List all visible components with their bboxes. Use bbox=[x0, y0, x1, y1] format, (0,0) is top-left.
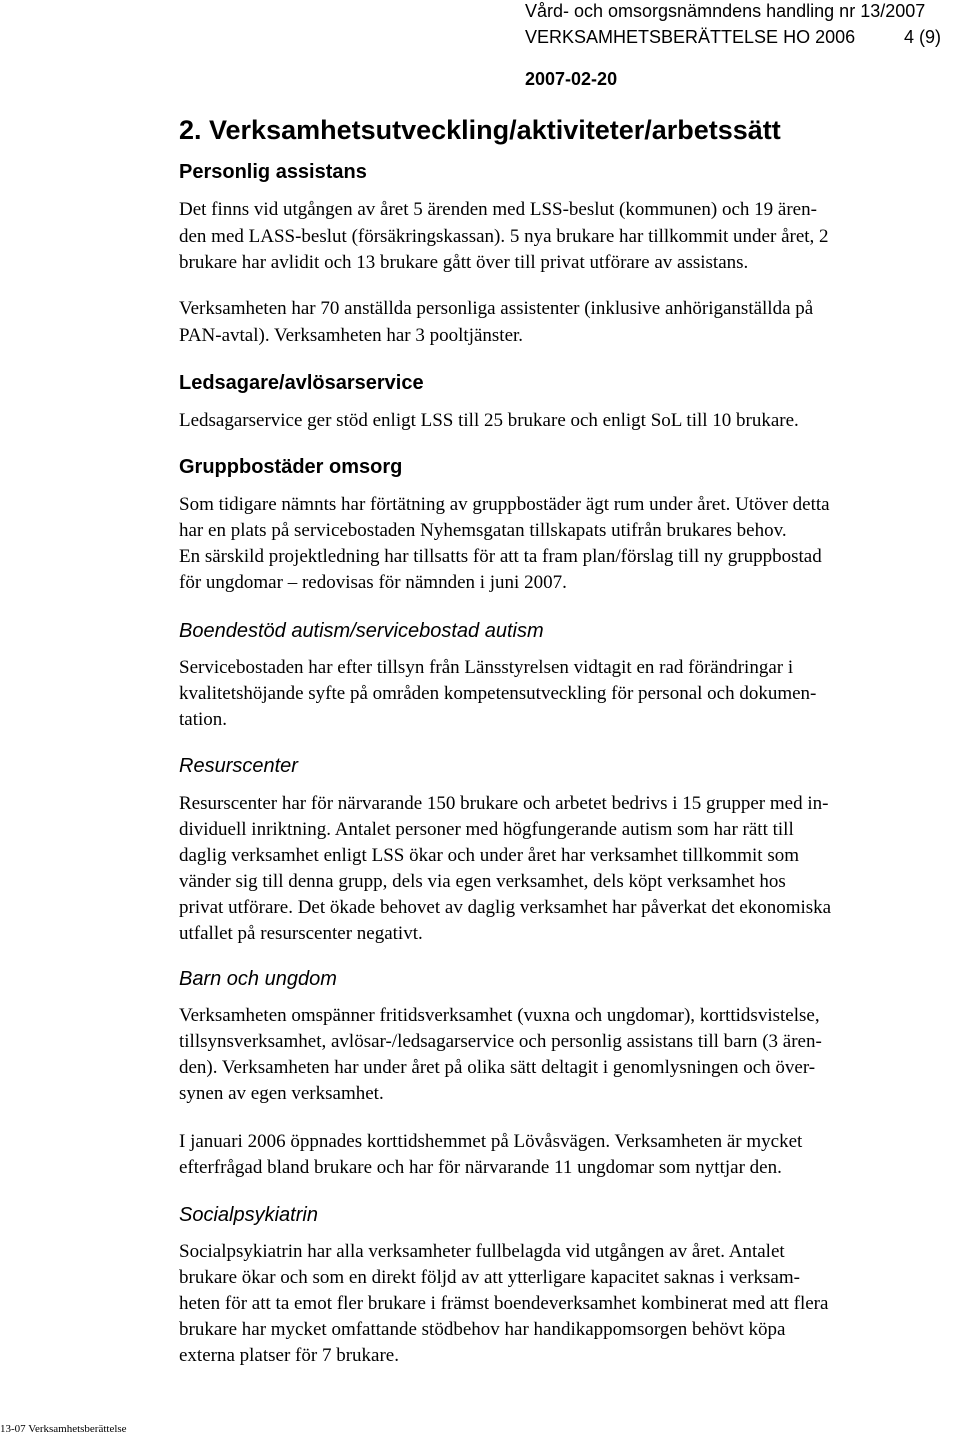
paragraph-line: dividuell inriktning. Antalet personer med högfungerande autism som har rätt till bbox=[179, 819, 794, 840]
paragraph-line: privat utförare. Det ökade behovet av daglig verksamhet har påverkat det ekonomiska bbox=[179, 897, 832, 918]
section-heading-resurscenter: Resurscenter bbox=[179, 755, 298, 777]
section-heading-ledsagare: Ledsagare/avlösarservice bbox=[179, 372, 424, 394]
document-date: 2007-02-20 bbox=[525, 69, 618, 89]
section-heading-boendestod: Boendestöd autism/servicebostad autism bbox=[179, 620, 544, 642]
paragraph-line: den). Verksamheten har under året på olika sätt deltagit i genomlysningen och över- bbox=[179, 1057, 816, 1078]
section-heading-barn-och-ungdom: Barn och ungdom bbox=[179, 968, 337, 990]
section-heading-personlig-assistans: Personlig assistans bbox=[179, 161, 367, 183]
paragraph-line: för ungdomar – redovisas för nämnden i juni 2007. bbox=[179, 572, 567, 593]
paragraph-line: har en plats på servicebostaden Nyhemsgatan tillskapats utifrån brukares behov. bbox=[179, 520, 787, 541]
paragraph-line: En särskild projektledning har tillsatts för att ta fram plan/förslag till ny gruppbostad bbox=[179, 546, 822, 567]
paragraph-line: vänder sig till denna grupp, dels via egen verksamhet, dels köpt verksamhet hos bbox=[179, 871, 786, 892]
paragraph-line: Verksamheten har 70 anställda personliga assistenter (inklusive anhöriganställda på bbox=[179, 298, 814, 319]
paragraph-line: synen av egen verksamhet. bbox=[179, 1083, 384, 1104]
paragraph-line: den med LASS-beslut (försäkringskassan). 5 nya brukare har tillkommit under året, 2 bbox=[179, 226, 829, 247]
committee-reference: Vård- och omsorgsnämndens handling nr 13/2007 bbox=[525, 1, 926, 21]
paragraph-line: I januari 2006 öppnades korttidshemmet på Lövåsvägen. Verksamheten är mycket bbox=[179, 1131, 803, 1152]
paragraph-line: brukare ökar och som en direkt följd av att ytterligare kapacitet saknas i verksam- bbox=[179, 1267, 800, 1288]
paragraph-line: brukare har mycket omfattande stödbehov har handikappomsorgen behövt köpa bbox=[179, 1319, 786, 1340]
section-heading-gruppbostader: Gruppbostäder omsorg bbox=[179, 456, 403, 478]
paragraph-line: utfallet på resurscenter negativt. bbox=[179, 923, 423, 944]
paragraph-line: Ledsagarservice ger stöd enligt LSS till 25 brukare och enligt SoL till 10 brukare. bbox=[179, 410, 799, 431]
paragraph-line: heten för att ta emot fler brukare i främst boendeverksamhet kombinerat med att flera bbox=[179, 1293, 829, 1314]
paragraph-line: Resurscenter har för närvarande 150 brukare och arbetet bedrivs i 15 grupper med in- bbox=[179, 793, 829, 814]
paragraph-line: Som tidigare nämnts har förtätning av gruppbostäder ägt rum under året. Utöver detta bbox=[179, 494, 830, 515]
paragraph-line: tation. bbox=[179, 709, 228, 730]
page-number: 4 (9) bbox=[904, 27, 942, 47]
document-title: VERKSAMHETSBERÄTTELSE HO 2006 bbox=[525, 27, 856, 47]
paragraph-line: PAN-avtal). Verksamheten har 3 pooltjänster. bbox=[179, 325, 524, 346]
paragraph-line: daglig verksamhet enligt LSS ökar och under året har verksamhet tillkommit som bbox=[179, 845, 799, 866]
section-heading-socialpsykiatrin: Socialpsykiatrin bbox=[179, 1204, 318, 1226]
paragraph-line: efterfrågad bland brukare och har för närvarande 11 ungdomar som nyttjar den. bbox=[179, 1157, 782, 1178]
paragraph-line: Det finns vid utgången av året 5 ärenden med LSS-beslut (kommunen) och 19 ären- bbox=[179, 199, 817, 220]
chapter-heading: 2. Verksamhetsutveckling/aktiviteter/arbetssätt bbox=[179, 115, 781, 145]
footer-text: 13-07 Verksamhetsberättelse bbox=[0, 1423, 127, 1435]
paragraph-line: Socialpsykiatrin har alla verksamheter fullbelagda vid utgången av året. Antalet bbox=[179, 1241, 785, 1262]
paragraph-line: brukare har avlidit och 13 brukare gått över till privat utförare av assistans. bbox=[179, 252, 749, 273]
paragraph-line: tillsynsverksamhet, avlösar-/ledsagarservice och personlig assistans till barn (3 ären- bbox=[179, 1031, 822, 1052]
paragraph-line: Servicebostaden har efter tillsyn från Länsstyrelsen vidtagit en rad förändringar i bbox=[179, 657, 794, 678]
paragraph-line: kvalitetshöjande syfte på områden kompetensutveckling för personal och dokumen- bbox=[179, 683, 817, 704]
paragraph-line: Verksamheten omspänner fritidsverksamhet (vuxna och ungdomar), korttidsvistelse, bbox=[179, 1005, 820, 1026]
paragraph-line: externa platser för 7 brukare. bbox=[179, 1345, 399, 1366]
